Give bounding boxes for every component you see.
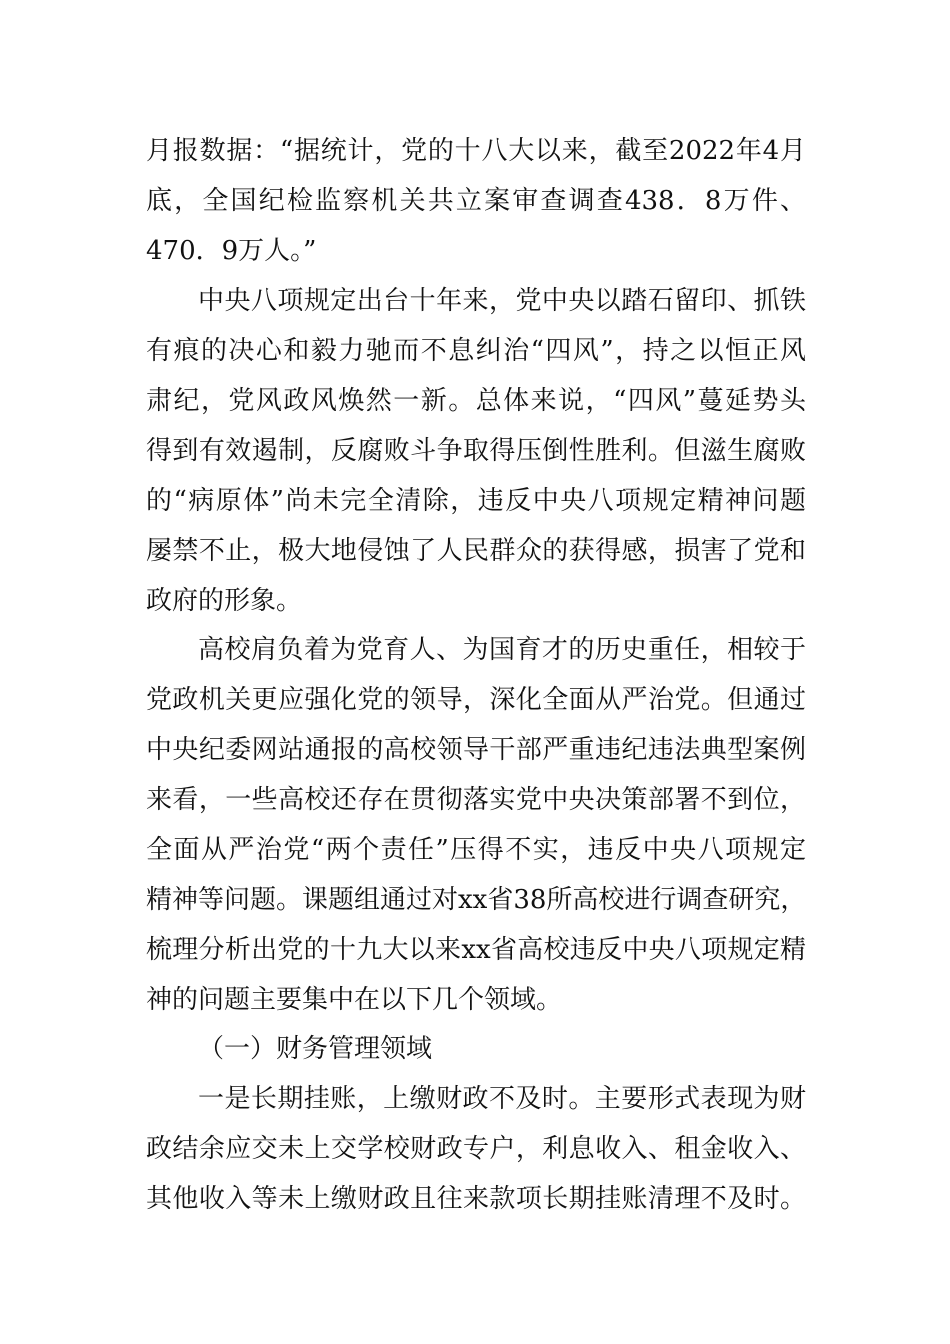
paragraph-line: 来看，一些高校还存在贯彻落实党中央决策部署不到位， [146,785,806,815]
paragraph-line: 中央八项规定出台十年来，党中央以踏石留印、抓铁 [198,286,806,316]
paragraph-line: 高校肩负着为党育人、为国育才的历史重任，相较于 [198,635,806,665]
paragraph-line: 月报数据：“据统计，党的十八大以来，截至2022年4月 [146,136,806,166]
paragraph-line: 党政机关更应强化党的领导，深化全面从严治党。但通过 [146,685,806,715]
paragraph-line: 政府的形象。 [146,586,303,616]
paragraph-line: 精神等问题。课题组通过对xx省38所高校进行调查研究， [146,885,807,915]
paragraph-line: 一是长期挂账，上缴财政不及时。主要形式表现为财 [198,1084,806,1114]
section-heading: （一）财务管理领域 [198,1034,433,1064]
paragraph-line: 梳理分析出党的十九大以来xx省高校违反中央八项规定精 [146,935,806,965]
paragraph-line: 屡禁不止，极大地侵蚀了人民群众的获得感，损害了党和 [146,536,806,566]
paragraph-line: 底，全国纪检监察机关共立案审查调查438．8万件、 [146,186,806,216]
paragraph-line: 得到有效遏制，反腐败斗争取得压倒性胜利。但滋生腐败 [146,436,806,466]
paragraph-line: 神的问题主要集中在以下几个领域。 [146,985,563,1015]
paragraph-line: 肃纪，党风政风焕然一新。总体来说，“四风”蔓延势头 [146,386,806,416]
paragraph-line: 政结余应交未上交学校财政专户，利息收入、租金收入、 [146,1134,806,1164]
paragraph-line: 中央纪委网站通报的高校领导干部严重违纪违法典型案例 [146,735,806,765]
paragraph-line: 其他收入等未上缴财政且往来款项长期挂账清理不及时。 [146,1184,806,1214]
paragraph-line: 470．9万人。” [146,236,317,266]
paragraph-line: 的“病原体”尚未完全清除，违反中央八项规定精神问题 [146,486,806,516]
paragraph-line: 全面从严治党“两个责任”压得不实，违反中央八项规定 [146,835,806,865]
paragraph-line: 有痕的决心和毅力驰而不息纠治“四风”，持之以恒正风 [146,336,806,366]
